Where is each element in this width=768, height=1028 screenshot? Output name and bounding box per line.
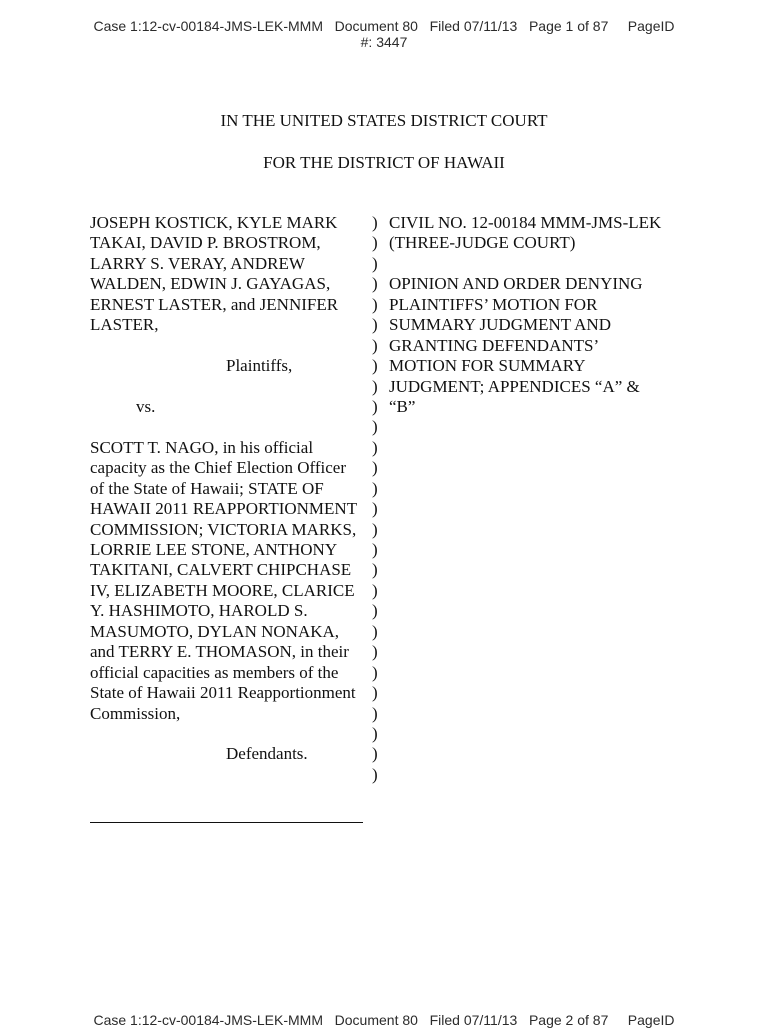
blank-line xyxy=(90,417,375,437)
paren-mark: ) xyxy=(372,683,378,703)
plaintiff-names-line: ERNEST LASTER, and JENNIFER xyxy=(90,294,339,314)
document-title-line: “B” xyxy=(389,396,416,416)
plaintiff-names-line: LASTER, xyxy=(90,315,159,335)
paren-mark: ) xyxy=(372,376,378,396)
defendant-names-line: and TERRY E. THOMASON, in their xyxy=(90,642,349,662)
paren-mark: ) xyxy=(372,601,378,621)
defendant-names-line: TAKITANI, CALVERT CHIPCHASE xyxy=(90,560,352,580)
document-title-line: PLAINTIFFS’ MOTION FOR xyxy=(389,294,598,314)
defendant-names-line: IV, ELIZABETH MOORE, CLARICE xyxy=(90,580,355,600)
paren-mark: ) xyxy=(372,744,378,764)
caption-parties xyxy=(90,213,375,785)
caption-case-info xyxy=(389,213,709,417)
header-pageid-line: #: 3447 xyxy=(360,34,408,50)
defendant-names-line: Commission, xyxy=(90,703,181,723)
document-title-line: OPINION AND ORDER DENYING xyxy=(389,274,643,294)
blank-line xyxy=(90,724,375,744)
defendant-names-line: COMMISSION; VICTORIA MARKS, xyxy=(90,519,357,539)
defendant-names-line: of the State of Hawaii; STATE OF xyxy=(90,478,324,498)
plaintiffs-label: Plaintiffs, xyxy=(226,356,293,376)
document-title-line: GRANTING DEFENDANTS’ xyxy=(389,335,600,355)
defendant-names-line: Y. HASHIMOTO, HAROLD S. xyxy=(90,601,308,621)
court-district: FOR THE DISTRICT OF HAWAII xyxy=(263,153,505,172)
paren-mark: ) xyxy=(372,478,378,498)
defendant-names-line: official capacities as members of the xyxy=(90,662,339,682)
court-name: IN THE UNITED STATES DISTRICT COURT xyxy=(220,111,548,130)
paren-mark: ) xyxy=(372,253,378,273)
court-type: (THREE-JUDGE COURT) xyxy=(389,233,576,253)
next-header-case-line: Case 1:12-cv-00184-JMS-LEK-MMM Document 80 Filed 07/11/13 Page 2 of 87 PageID xyxy=(93,1012,675,1028)
paren-mark: ) xyxy=(372,560,378,580)
next-page-header xyxy=(0,1012,768,1028)
versus-label: vs. xyxy=(136,396,156,416)
paren-mark: ) xyxy=(372,621,378,641)
blank-line xyxy=(90,336,375,356)
plaintiff-names-line: LARRY S. VERAY, ANDREW xyxy=(90,253,305,273)
paren-mark: ) xyxy=(372,315,378,335)
paren-mark: ) xyxy=(372,396,378,416)
paren-mark: ) xyxy=(372,213,378,232)
case-number: CIVIL NO. 12-00184 MMM-JMS-LEK xyxy=(389,213,662,232)
paren-mark: ) xyxy=(372,274,378,294)
paren-mark: ) xyxy=(372,519,378,539)
paren-mark: ) xyxy=(372,703,378,723)
plaintiff-names-line: WALDEN, EDWIN J. GAYAGAS, xyxy=(90,274,331,294)
paren-mark: ) xyxy=(372,580,378,600)
defendant-names-line: MASUMOTO, DYLAN NONAKA, xyxy=(90,621,340,641)
blank-line xyxy=(389,254,709,274)
page-header xyxy=(0,18,768,50)
document-title-line: JUDGMENT; APPENDICES “A” & xyxy=(389,376,640,396)
paren-mark: ) xyxy=(372,723,378,743)
defendant-names-line: HAWAII 2011 REAPPORTIONMENT xyxy=(90,499,358,519)
document-title-line: MOTION FOR SUMMARY xyxy=(389,356,586,376)
defendant-names-line: LORRIE LEE STONE, ANTHONY xyxy=(90,540,338,559)
paren-mark: ) xyxy=(372,499,378,519)
paren-mark: ) xyxy=(372,437,378,457)
paren-mark: ) xyxy=(372,356,378,376)
paren-mark: ) xyxy=(372,764,378,784)
defendant-names-line: State of Hawaii 2011 Reapportionment xyxy=(90,683,356,703)
paren-mark: ) xyxy=(372,335,378,355)
plaintiff-names-line: JOSEPH KOSTICK, KYLE MARK xyxy=(90,213,338,232)
defendant-names-line: capacity as the Chief Election Officer xyxy=(90,458,346,478)
underline-rule xyxy=(90,806,363,823)
paren-mark: ) xyxy=(372,642,378,662)
document-title-line: SUMMARY JUDGMENT AND xyxy=(389,315,611,335)
header-case-line: Case 1:12-cv-00184-JMS-LEK-MMM Document 80 Filed 07/11/13 Page 1 of 87 PageID xyxy=(93,18,675,34)
paren-mark: ) xyxy=(372,417,378,437)
paren-mark: ) xyxy=(372,294,378,314)
paren-mark: ) xyxy=(372,662,378,682)
signature-underline xyxy=(90,765,375,785)
caption-parentheses xyxy=(372,213,386,785)
plaintiff-names-line: TAKAI, DAVID P. BROSTROM, xyxy=(90,233,321,253)
paren-mark: ) xyxy=(372,458,378,478)
defendant-names-line: SCOTT T. NAGO, in his official xyxy=(90,437,314,457)
paren-mark: ) xyxy=(372,233,378,253)
paren-mark: ) xyxy=(372,540,378,559)
defendants-label: Defendants. xyxy=(226,744,308,764)
blank-line xyxy=(90,377,375,397)
